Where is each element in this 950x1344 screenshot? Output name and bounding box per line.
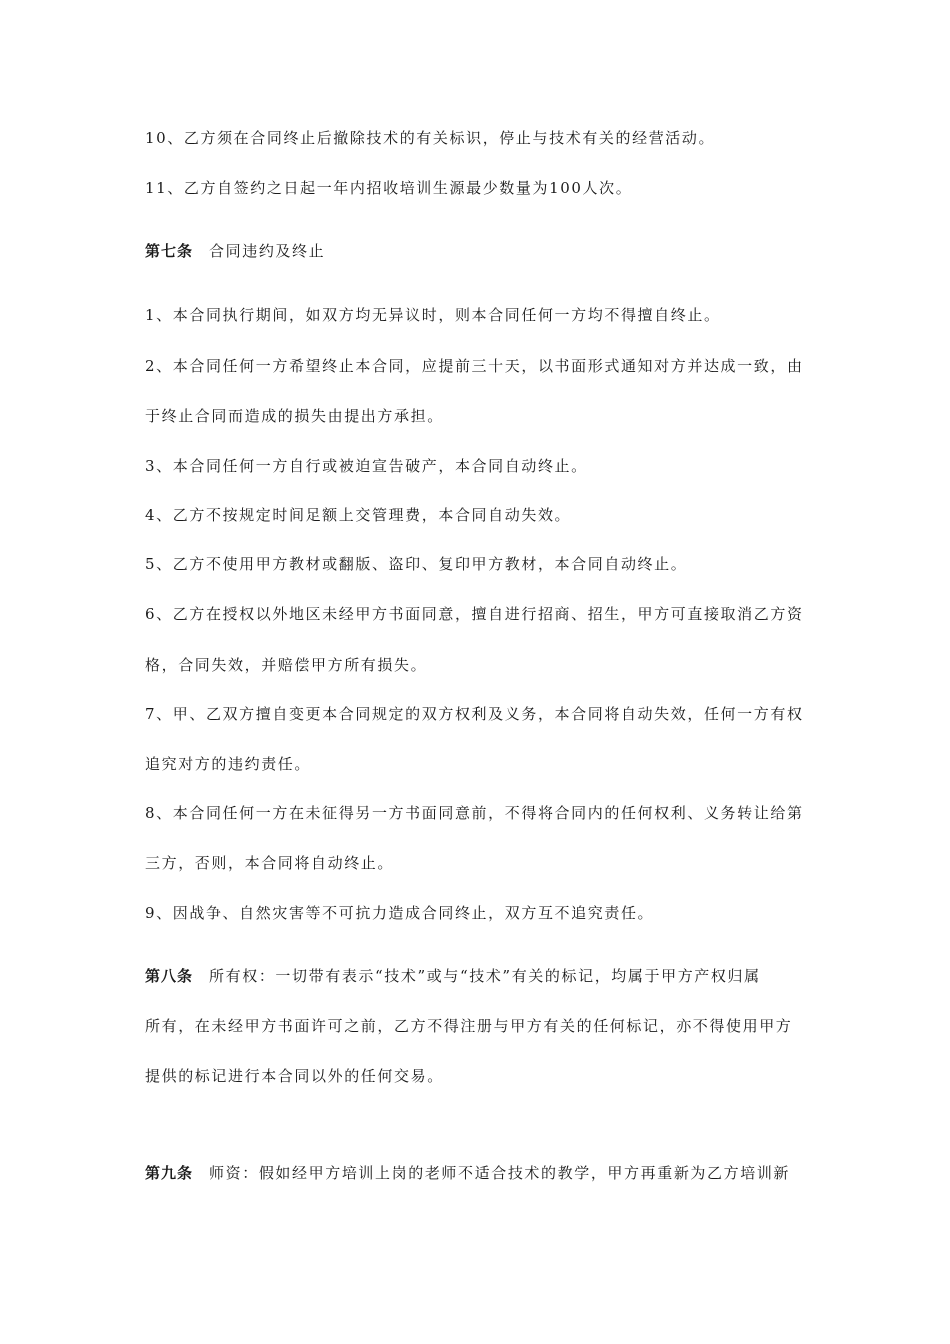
article-9-text: 师资：假如经甲方培训上岗的老师不适合技术的教学，甲方再重新为乙方培训新 xyxy=(209,1164,791,1182)
article-7-item-6-cont: 格，合同失效，并赔偿甲方所有损失。 xyxy=(145,656,428,674)
article-7-item-8-cont: 三方，否则，本合同将自动终止。 xyxy=(145,854,395,872)
article-7-item-2-cont: 于终止合同而造成的损失由提出方承担。 xyxy=(145,407,444,425)
article-7-item-1: 1、本合同执行期间，如双方均无异议时，则本合同任何一方均不得擅自终止。 xyxy=(145,306,721,324)
clause-11: 11、乙方自签约之日起一年内招收培训生源最少数量为100人次。 xyxy=(145,179,633,197)
article-7-item-3: 3、本合同任何一方自行或被迫宣告破产，本合同自动终止。 xyxy=(145,457,588,475)
article-9-number: 第九条 xyxy=(145,1164,194,1182)
article-7-item-5: 5、乙方不使用甲方教材或翻版、盗印、复印甲方教材，本合同自动终止。 xyxy=(145,555,688,573)
article-7-item-2: 2、本合同任何一方希望终止本合同，应提前三十天，以书面形式通知对方并达成一致，由 xyxy=(145,357,804,375)
article-8-number: 第八条 xyxy=(145,967,194,985)
article-8-line-3: 提供的标记进行本合同以外的任何交易。 xyxy=(145,1067,444,1085)
article-8-line-2: 所有，在未经甲方书面许可之前，乙方不得注册与甲方有关的任何标记，亦不得使用甲方 xyxy=(145,1017,793,1035)
article-7-item-6: 6、乙方在授权以外地区未经甲方书面同意，擅自进行招商、招生，甲方可直接取消乙方资 xyxy=(145,605,804,623)
article-7-title: 合同违约及终止 xyxy=(209,242,326,260)
article-7-item-8: 8、本合同任何一方在未征得另一方书面同意前，不得将合同内的任何权利、义务转让给第 xyxy=(145,804,804,822)
article-7-item-7-cont: 追究对方的违约责任。 xyxy=(145,755,312,773)
article-7-item-4: 4、乙方不按规定时间足额上交管理费，本合同自动失效。 xyxy=(145,506,572,524)
article-8-text: 所有权：一切带有表示“技术”或与“技术”有关的标记，均属于甲方产权归属 xyxy=(209,967,761,985)
article-7-item-7: 7、甲、乙双方擅自变更本合同规定的双方权利及义务，本合同将自动失效，任何一方有权 xyxy=(145,705,804,723)
article-7-item-9: 9、因战争、自然灾害等不可抗力造成合同终止，双方互不追究责任。 xyxy=(145,904,655,922)
clause-10: 10、乙方须在合同终止后撤除技术的有关标识，停止与技术有关的经营活动。 xyxy=(145,129,716,147)
article-9-line-1 xyxy=(145,1163,815,1183)
article-8-line-1 xyxy=(145,966,815,986)
article-7-number: 第七条 xyxy=(145,242,194,260)
article-7-heading xyxy=(145,241,815,261)
